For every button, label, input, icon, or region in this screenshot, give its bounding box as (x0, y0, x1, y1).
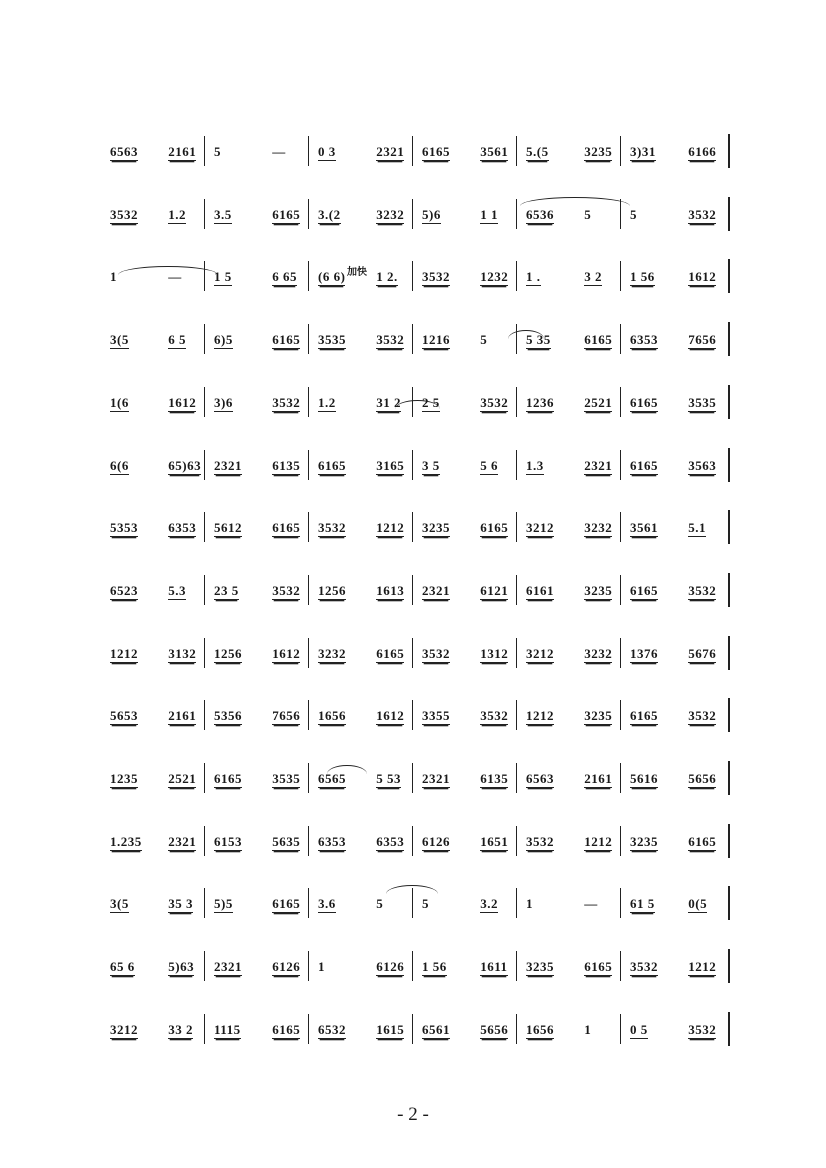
note-group: 6563 (526, 771, 554, 786)
bar-line (516, 951, 517, 981)
bar-line (412, 826, 413, 856)
note-group: 1615 (376, 1021, 405, 1037)
score-row (104, 136, 728, 176)
note-group: 1256 (318, 582, 346, 598)
note-group: 3232 (584, 645, 613, 661)
note-group: 3232 (584, 520, 613, 536)
note-group: 6165 (422, 144, 450, 159)
note-group: 3232 (318, 645, 346, 661)
note-group: 6(6 (110, 457, 129, 473)
bar-line (204, 324, 205, 354)
note-group: 3.6 (318, 896, 336, 912)
bar-line (308, 888, 309, 918)
bar-line (620, 324, 621, 354)
note-group: 6353 (318, 833, 346, 849)
note-group: 35 3 (168, 896, 193, 912)
note-group: 3355 (422, 708, 450, 724)
bar-line (516, 136, 517, 166)
note-group: 2321 (584, 457, 613, 473)
note-group: 3532 (110, 206, 138, 222)
note-group: 65)63 (168, 457, 202, 473)
note-group: 1312 (480, 645, 509, 661)
note-group: 23 5 (214, 582, 239, 598)
note-group: 6126 (272, 959, 301, 975)
bar-line (516, 324, 517, 354)
note-group: 1612 (376, 708, 405, 724)
note-group: 5616 (630, 771, 658, 786)
bar-line (620, 387, 621, 417)
note-group: 6165 (584, 959, 613, 975)
note-group: 6165 (272, 1021, 301, 1037)
note-group: 1212 (584, 833, 613, 849)
note-group: 1656 (318, 708, 346, 724)
note-group: 3212 (526, 645, 554, 661)
bar-line (412, 951, 413, 981)
note-group: 1651 (480, 833, 509, 849)
note-group: 2321 (422, 582, 450, 598)
note-group: 65 6 (110, 959, 135, 975)
bar-line (308, 136, 309, 166)
note-group: 3235 (422, 520, 450, 536)
note-group: 3532 (688, 582, 717, 598)
tempo-annotation: 加快 (347, 267, 367, 278)
row-end-bar-line (728, 886, 730, 920)
note-group: 1613 (376, 582, 405, 598)
note-group: 31 2 (376, 394, 401, 410)
score-row (104, 324, 728, 364)
note-group: 3532 (688, 1021, 717, 1037)
row-end-bar-line (728, 322, 730, 356)
note-group: 6161 (526, 582, 554, 598)
note-group: 5635 (272, 833, 301, 849)
row-end-bar-line (728, 510, 730, 544)
note-group: 6523 (110, 582, 138, 598)
note-group: 3532 (526, 833, 554, 849)
note-group: 2521 (584, 394, 613, 410)
note-group: 6165 (318, 457, 346, 473)
score-row (104, 700, 728, 740)
note-group: 3535 (688, 394, 717, 410)
note-group: 3212 (110, 1021, 138, 1037)
note-group: 3532 (318, 520, 346, 536)
bar-line (516, 387, 517, 417)
bar-line (412, 575, 413, 605)
note-group: 2161 (168, 144, 197, 159)
note-group: 6121 (480, 582, 509, 598)
note-group: 5353 (110, 520, 138, 536)
bar-line (204, 1014, 205, 1044)
note-group: 6353 (376, 833, 405, 849)
score-row (104, 763, 728, 803)
note-group: 3532 (688, 708, 717, 724)
bar-line (412, 763, 413, 793)
note-group: 1212 (110, 645, 138, 661)
bar-line (308, 951, 309, 981)
note-group: 6165 (630, 394, 658, 410)
note-group: 2321 (376, 144, 405, 159)
note-group: 3165 (376, 457, 405, 473)
row-end-bar-line (728, 698, 730, 732)
note-group: 5656 (480, 1021, 509, 1037)
note-group: 6165 (688, 833, 717, 849)
note-group: 3561 (480, 144, 509, 159)
note-group: 6165 (272, 332, 301, 348)
note-group: 1 2. (376, 269, 398, 285)
row-end-bar-line (728, 949, 730, 983)
note-group: 2 5 (422, 394, 440, 410)
note-group: 1.3 (526, 457, 544, 473)
bar-line (204, 700, 205, 730)
score-row (104, 450, 728, 490)
note-group: 2161 (584, 771, 613, 786)
note-group: 6126 (422, 833, 450, 849)
note-group: 5 (630, 206, 637, 222)
note-group: 6165 (214, 771, 242, 786)
note-group: 6165 (630, 457, 658, 473)
note-group: 5 (376, 896, 384, 912)
note-group: 1.2 (168, 206, 186, 222)
note-group: 1 56 (422, 959, 447, 975)
note-group: 5)5 (214, 896, 233, 912)
bar-line (620, 261, 621, 291)
bar-line (204, 763, 205, 793)
note-group: 1 1 (480, 206, 498, 222)
note-group: 6165 (480, 520, 509, 536)
note-group: 3)6 (214, 394, 233, 410)
bar-line (412, 199, 413, 229)
bar-line (308, 512, 309, 542)
note-group: 5 (214, 144, 221, 159)
bar-line (308, 261, 309, 291)
score-row (104, 826, 728, 866)
note-group: 7656 (272, 708, 301, 724)
bar-line (516, 638, 517, 668)
note-group: 5 (422, 896, 429, 912)
note-group: 6165 (630, 582, 658, 598)
row-end-bar-line (728, 824, 730, 858)
note-group: 6353 (168, 520, 197, 536)
note-group: 1115 (214, 1021, 241, 1037)
note-group: 5356 (214, 708, 242, 724)
note-group: 1236 (526, 394, 554, 410)
bar-line (204, 450, 205, 480)
note-group: 3532 (272, 582, 301, 598)
note-group: 3235 (584, 582, 613, 598)
note-group: 3212 (526, 520, 554, 536)
note-group: 5)6 (422, 206, 441, 222)
note-group: 1212 (376, 520, 405, 536)
note-group: 1612 (168, 394, 197, 410)
row-end-bar-line (728, 573, 730, 607)
bar-line (308, 387, 309, 417)
note-group: 3561 (630, 520, 658, 536)
note-group: 6 5 (168, 332, 186, 348)
note-group: 5.3 (168, 582, 186, 598)
note-group: 6126 (376, 959, 405, 975)
bar-line (204, 136, 205, 166)
note-group: 3(5 (110, 332, 129, 348)
note-group: 1.2 (318, 394, 336, 410)
note-group: 5 6 (480, 457, 498, 473)
bar-line (620, 450, 621, 480)
note-group: 3 2 (584, 269, 602, 285)
note-group: 1 5 (214, 269, 232, 285)
note-group: 3.2 (480, 896, 498, 912)
note-group: 1.235 (110, 833, 142, 849)
note-group: 3532 (480, 708, 509, 724)
bar-line (308, 324, 309, 354)
score-row (104, 638, 728, 678)
bar-line (204, 512, 205, 542)
bar-line (516, 826, 517, 856)
row-end-bar-line (728, 448, 730, 482)
bar-line (620, 951, 621, 981)
bar-line (620, 763, 621, 793)
note-group: 1212 (688, 959, 717, 975)
note-group: 6)5 (214, 332, 233, 348)
note-group: 1 (584, 1021, 592, 1037)
bar-line (412, 1014, 413, 1044)
note-group: 6353 (630, 332, 658, 348)
note-group: 3532 (630, 959, 658, 975)
bar-line (412, 450, 413, 480)
note-group: 3563 (688, 457, 717, 473)
note-group: 6532 (318, 1021, 346, 1037)
bar-line (204, 826, 205, 856)
note-group: 1611 (480, 959, 508, 975)
bar-line (516, 888, 517, 918)
row-end-bar-line (728, 761, 730, 795)
bar-line (620, 826, 621, 856)
note-group: 1 (318, 959, 325, 975)
note-group: 1232 (480, 269, 509, 285)
note-group: 5.1 (688, 520, 706, 536)
note-group: 5 (480, 332, 488, 348)
bar-line (308, 1014, 309, 1044)
note-group: 2321 (168, 833, 197, 849)
note-group: 0 5 (630, 1021, 648, 1037)
note-group: 3(5 (110, 896, 129, 912)
row-end-bar-line (728, 197, 730, 231)
note-group: 3532 (422, 269, 450, 285)
note-group: 3.(2 (318, 206, 341, 222)
note-group: 5)63 (168, 959, 195, 975)
note-group: 5653 (110, 708, 138, 724)
note-group: 3535 (318, 332, 346, 348)
note-group: 61 5 (630, 896, 655, 912)
note-group: 1656 (526, 1021, 554, 1037)
note-group: 3235 (526, 959, 554, 975)
bar-line (620, 136, 621, 166)
slur-mark (386, 885, 438, 894)
note-group: 5 53 (376, 771, 401, 786)
bar-line (308, 199, 309, 229)
bar-line (204, 888, 205, 918)
row-end-bar-line (728, 636, 730, 670)
note-group: 6165 (584, 332, 613, 348)
note-group: 1235 (110, 771, 138, 786)
note-group: 1256 (214, 645, 242, 661)
note-group: 3 5 (422, 457, 440, 473)
bar-line (620, 638, 621, 668)
note-group: 2161 (168, 708, 197, 724)
bar-line (204, 387, 205, 417)
note-group: 1 . (526, 269, 541, 285)
note-group: 2321 (214, 457, 242, 473)
bar-line (516, 1014, 517, 1044)
score-row (104, 512, 728, 552)
bar-line (412, 324, 413, 354)
note-group: 6 65 (272, 269, 297, 285)
bar-line (516, 450, 517, 480)
score-row (104, 1014, 728, 1054)
bar-line (308, 826, 309, 856)
note-group: 6165 (630, 708, 658, 724)
bar-line (516, 700, 517, 730)
bar-line (516, 763, 517, 793)
bar-line (516, 199, 517, 229)
note-group: 1212 (526, 708, 554, 724)
bar-line (204, 199, 205, 229)
note-group: 1 (110, 269, 117, 285)
note-group: 3532 (272, 394, 301, 410)
bar-line (412, 512, 413, 542)
note-group: 6135 (480, 771, 509, 786)
note-group: 3235 (630, 833, 658, 849)
note-group: 2321 (214, 959, 242, 975)
note-group: (6 6) (318, 269, 346, 285)
note-group: 5 (584, 206, 592, 222)
score-row (104, 888, 728, 928)
bar-line (412, 638, 413, 668)
note-group: 2521 (168, 771, 197, 786)
note-group: 3532 (688, 206, 717, 222)
bar-line (308, 700, 309, 730)
score-row (104, 951, 728, 991)
bar-line (204, 638, 205, 668)
score-row (104, 199, 728, 239)
note-group: 1 (526, 896, 533, 912)
row-end-bar-line (728, 1012, 730, 1046)
bar-line (308, 450, 309, 480)
bar-line (308, 763, 309, 793)
note-group: 3535 (272, 771, 301, 786)
note-group: 6135 (272, 457, 301, 473)
row-end-bar-line (728, 134, 730, 168)
note-group: 6165 (272, 520, 301, 536)
note-group: 1 56 (630, 269, 655, 285)
note-group: 6165 (272, 896, 301, 912)
note-group: — (272, 144, 286, 159)
note-group: — (584, 896, 598, 912)
row-end-bar-line (728, 385, 730, 419)
note-group: 5.(5 (526, 144, 549, 159)
bar-line (308, 638, 309, 668)
bar-line (204, 951, 205, 981)
note-group: 5 35 (526, 332, 551, 348)
note-group: 5612 (214, 520, 242, 536)
row-end-bar-line (728, 259, 730, 293)
note-group: 33 2 (168, 1021, 193, 1037)
bar-line (620, 512, 621, 542)
note-group: 5656 (688, 771, 717, 786)
bar-line (412, 700, 413, 730)
note-group: 3235 (584, 708, 613, 724)
bar-line (412, 261, 413, 291)
note-group: 1612 (688, 269, 717, 285)
note-group: 3132 (168, 645, 197, 661)
note-group: 6563 (110, 144, 138, 159)
note-group: 1(6 (110, 394, 129, 410)
bar-line (620, 575, 621, 605)
note-group: 6153 (214, 833, 242, 849)
note-group: 3532 (376, 332, 405, 348)
note-group: 0 3 (318, 144, 336, 159)
bar-line (620, 700, 621, 730)
note-group: 3)31 (630, 144, 656, 159)
note-group: 1376 (630, 645, 658, 661)
note-group: 7656 (688, 332, 717, 348)
note-group: 3232 (376, 206, 405, 222)
bar-line (308, 575, 309, 605)
bar-line (516, 575, 517, 605)
note-group: 2321 (422, 771, 450, 786)
note-group: 6165 (376, 645, 405, 661)
note-group: 6561 (422, 1021, 450, 1037)
note-group: 3532 (480, 394, 509, 410)
bar-line (620, 888, 621, 918)
note-group: 0(5 (688, 896, 708, 912)
bar-line (516, 512, 517, 542)
score-row (104, 575, 728, 615)
note-group: 6565 (318, 771, 346, 786)
bar-line (412, 136, 413, 166)
note-group: 6166 (688, 144, 717, 159)
note-group: 3532 (422, 645, 450, 661)
note-group: 6165 (272, 206, 301, 222)
note-group: 3.5 (214, 206, 232, 222)
note-group: 1216 (422, 332, 450, 348)
bar-line (204, 261, 205, 291)
note-group: 1612 (272, 645, 301, 661)
bar-line (516, 261, 517, 291)
note-group: — (168, 269, 182, 285)
bar-line (620, 1014, 621, 1044)
note-group: 6536 (526, 206, 554, 222)
bar-line (204, 575, 205, 605)
note-group: 3235 (584, 144, 613, 159)
note-group: 5676 (688, 645, 717, 661)
page-number: - 2 - (397, 1104, 429, 1125)
